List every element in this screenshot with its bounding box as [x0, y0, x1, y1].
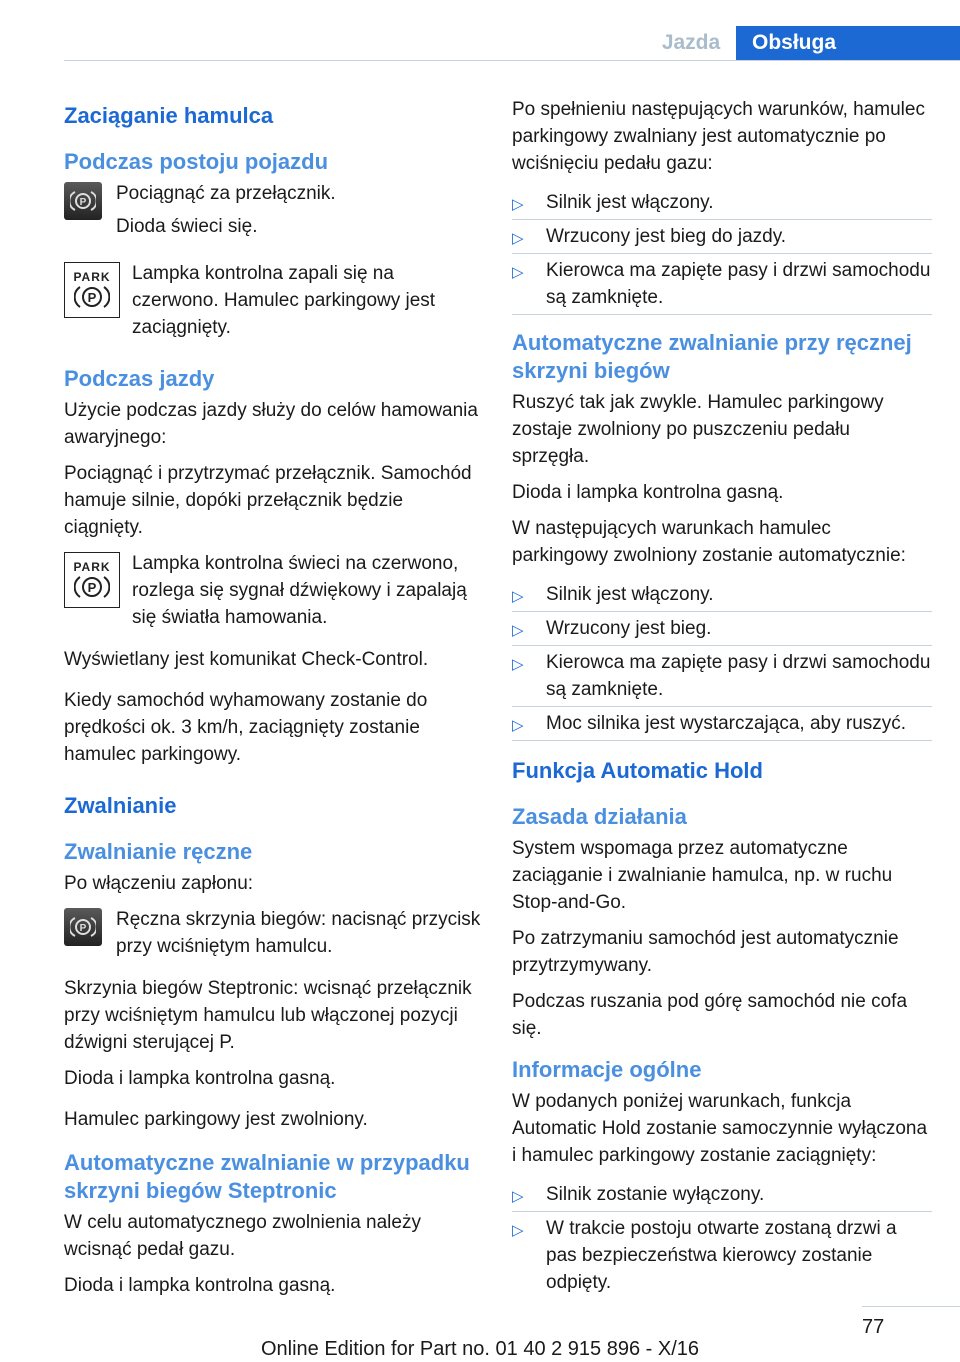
paragraph: W podanych poniżej warunkach, funkcja Automatic Hold zostanie samoczynnie wyłączona i hamulec parkingowy zostanie zaciągnięty:: [512, 1091, 928, 1166]
heading-driving: Podczas jazdy: [64, 366, 215, 391]
heading-general-info: Informacje ogólne: [512, 1057, 702, 1082]
bullet-triangle-icon: ▷: [512, 264, 524, 281]
stationary-instruction: [64, 180, 482, 246]
paragraph: Hamulec parkingowy jest zwolniony.: [64, 1109, 368, 1130]
list-item-text: Kierowca ma zapięte pasy i drzwi samochodu są zamknięte.: [546, 260, 931, 308]
paragraph: Skrzynia biegów Steptronic: wcisnąć przełącznik przy wciśniętym hamulcu lub włączonej pozycji dźwigni sterującej P.: [64, 978, 472, 1053]
list-item: [512, 186, 932, 220]
bullet-triangle-icon: ▷: [512, 1222, 524, 1239]
heading-apply-brake: Zaciąganie hamulca: [64, 103, 274, 128]
heading-auto-release-steptronic: Automatyczne zwalnianie w przypadku skrzyni biegów Steptronic: [64, 1150, 470, 1203]
conditions-list-3: [512, 1178, 932, 1299]
list-item: [512, 1178, 932, 1212]
conditions-list-1: [512, 186, 932, 315]
tab-section[interactable]: Obsługa: [736, 26, 960, 60]
paragraph: Dioda i lampka kontrolna gasną.: [64, 1068, 336, 1089]
tab-chapter[interactable]: Jazda: [661, 31, 721, 54]
parking-brake-switch-icon: [64, 182, 102, 220]
park-indicator-icon: [64, 552, 120, 608]
list-item-text: Wrzucony jest bieg do jazdy.: [546, 226, 787, 247]
paragraph: Kiedy samochód wyhamowany zostanie do prędkości ok. 3 km/h, zaciągnięty zostanie hamulec parkingowy.: [64, 690, 428, 765]
left-column: [64, 96, 482, 1308]
park-warning-block: [64, 550, 482, 637]
park-label: PARK: [73, 270, 111, 284]
right-column: [512, 96, 932, 1309]
page-number: 77: [862, 1316, 885, 1338]
list-item: [512, 612, 932, 646]
bullet-triangle-icon: ▷: [512, 622, 524, 639]
paragraph: Lampka kontrolna zapali się na czerwono. Hamulec parkingowy jest zaciągnięty.: [132, 263, 436, 338]
list-item: [512, 707, 932, 741]
list-item-text: Kierowca ma zapięte pasy i drzwi samochodu są zamknięte.: [546, 652, 931, 700]
paragraph: Pociągnąć za przełącznik.: [116, 183, 336, 204]
heading-stationary: Podczas postoju pojazdu: [64, 149, 329, 174]
heading-manual-release: Zwalnianie ręczne: [64, 839, 253, 864]
list-item-text: Wrzucony jest bieg.: [546, 618, 712, 639]
parking-brake-switch-icon: [64, 908, 102, 946]
svg-text:P: P: [79, 197, 87, 208]
bullet-triangle-icon: ▷: [512, 1188, 524, 1205]
paragraph: Dioda świeci się.: [116, 216, 258, 237]
list-item-text: Silnik jest włączony.: [546, 584, 714, 605]
paragraph: System wspomaga przez automatyczne zaciąganie i zwalnianie hamulca, np. w ruchu Stop-and-Go.: [512, 838, 893, 913]
park-warning-block: [64, 260, 482, 347]
paragraph: Ręczna skrzynia biegów: nacisnąć przycisk przy wciśniętym hamulcu.: [116, 909, 481, 957]
heading-automatic-hold: Funkcja Automatic Hold: [512, 758, 763, 783]
paragraph: W następujących warunkach hamulec parkingowy zwolniony zostanie automatycznie:: [512, 518, 906, 566]
park-label: PARK: [73, 560, 111, 574]
list-item-text: Silnik jest włączony.: [546, 192, 714, 213]
paragraph: Użycie podczas jazdy służy do celów hamowania awaryjnego:: [64, 400, 478, 448]
svg-text:P: P: [87, 580, 97, 595]
list-item: [512, 220, 932, 254]
list-item-text: W trakcie postoju otwarte zostaną drzwi a pas bezpieczeństwa kierowcy zostanie odpięty.: [546, 1218, 897, 1293]
list-item: [512, 646, 932, 707]
list-item-text: Moc silnika jest wystarczająca, aby ruszyć.: [546, 713, 907, 734]
heading-principle: Zasada działania: [512, 804, 687, 829]
bullet-triangle-icon: ▷: [512, 588, 524, 605]
header-rule: [64, 60, 960, 61]
park-indicator-icon: [64, 262, 120, 318]
paragraph: Dioda i lampka kontrolna gasną.: [64, 1275, 336, 1296]
list-item: [512, 578, 932, 612]
paragraph: Podczas ruszania pod górę samochód nie cofa się.: [512, 991, 908, 1039]
bullet-triangle-icon: ▷: [512, 230, 524, 247]
paragraph: Po włączeniu zapłonu:: [64, 873, 254, 894]
paragraph: Po spełnieniu następujących warunków, hamulec parkingowy zwalniany jest automatycznie po wciśnięciu pedału gazu:: [512, 99, 925, 174]
list-item: [512, 254, 932, 315]
paragraph: Dioda i lampka kontrolna gasną.: [512, 482, 784, 503]
manual-button-instruction: [64, 906, 482, 966]
svg-text:P: P: [79, 923, 87, 934]
list-item-text: Silnik zostanie wyłączony.: [546, 1184, 765, 1205]
heading-release: Zwalnianie: [64, 793, 177, 818]
bullet-triangle-icon: ▷: [512, 196, 524, 213]
paragraph: W celu automatycznego zwolnienia należy wcisnąć pedał gazu.: [64, 1212, 421, 1260]
page-number-rule: [862, 1306, 960, 1307]
paragraph: Pociągnąć i przytrzymać przełącznik. Samochód hamuje silnie, dopóki przełącznik będzie ciągnięty.: [64, 463, 472, 538]
paragraph: Ruszyć tak jak zwykle. Hamulec parkingowy zostaje zwolniony po puszczeniu pedału sprzęgła.: [512, 392, 884, 467]
heading-auto-release-manual: Automatyczne zwalnianie przy ręcznej skrzyni biegów: [512, 330, 912, 383]
paragraph: Lampka kontrolna świeci na czerwono, rozlega się sygnał dźwiękowy i zapalają się światła hamowania.: [132, 553, 467, 628]
bullet-triangle-icon: ▷: [512, 656, 524, 673]
paragraph: Po zatrzymaniu samochód jest automatycznie przytrzymywany.: [512, 928, 899, 976]
bullet-triangle-icon: ▷: [512, 717, 524, 734]
paragraph: Wyświetlany jest komunikat Check-Control.: [64, 649, 429, 670]
svg-text:P: P: [87, 290, 97, 305]
conditions-list-2: [512, 578, 932, 741]
list-item: [512, 1212, 932, 1299]
edition-footer: Online Edition for Part no. 01 40 2 915 896 - X/16: [260, 1338, 700, 1360]
